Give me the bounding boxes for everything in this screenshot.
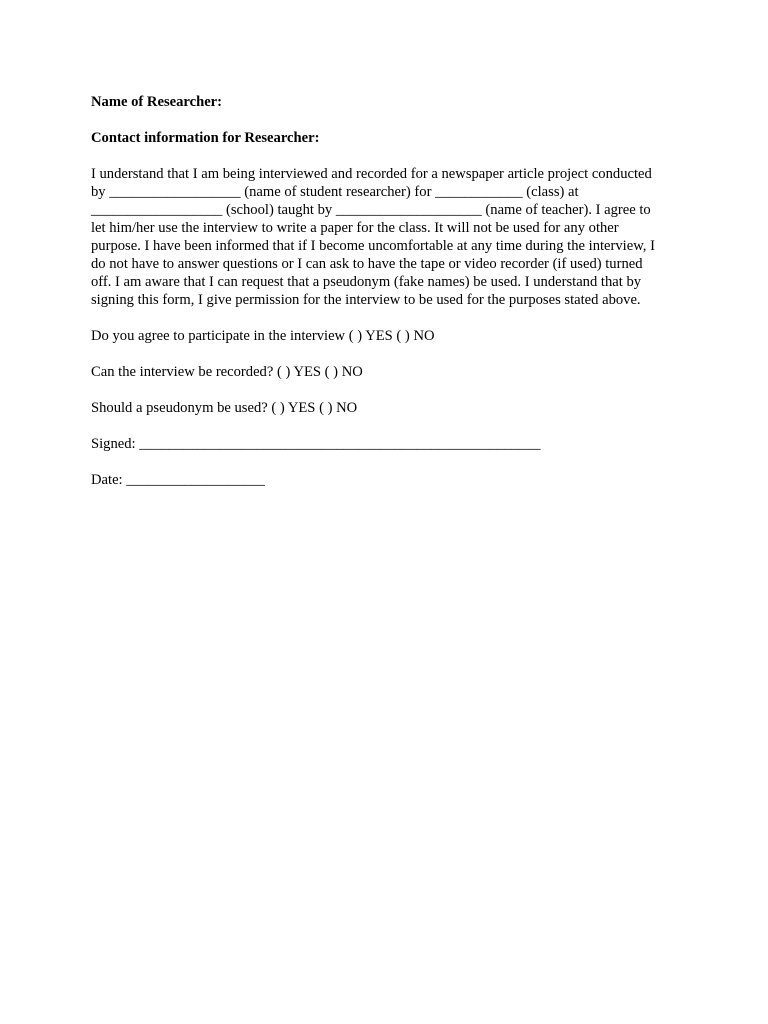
consent-line: off. I am aware that I can request that a pseudonym (fake names) be used. I understand that by — [91, 274, 642, 290]
consent-line: let him/her use the interview to write a paper for the class. It will not be used for any other — [91, 220, 619, 236]
consent-paragraph — [91, 165, 691, 309]
consent-line: do not have to answer questions or I can ask to have the tape or video recorder (if used) turned — [91, 256, 643, 272]
date-line: Date: ___________________ — [91, 472, 265, 488]
consent-line: I understand that I am being interviewed and recorded for a newspaper article project conducted — [91, 166, 652, 182]
consent-line: by __________________ (name of student researcher) for ____________ (class) at — [91, 184, 579, 200]
question-recorded: Can the interview be recorded? ( ) YES ( ) NO — [91, 364, 363, 380]
researcher-contact-label: Contact information for Researcher: — [91, 130, 320, 146]
consent-line: signing this form, I give permission for the interview to be used for the purposes stated above. — [91, 292, 641, 308]
question-pseudonym: Should a pseudonym be used? ( ) YES ( ) NO — [91, 400, 358, 416]
researcher-name-label: Name of Researcher: — [91, 94, 223, 110]
consent-form-page — [91, 93, 691, 507]
consent-line: purpose. I have been informed that if I become uncomfortable at any time during the interview, I — [91, 238, 655, 254]
signature-line: Signed: _______________________________________________________ — [91, 436, 541, 452]
consent-line: __________________ (school) taught by ____________________ (name of teacher). I agree to — [91, 202, 651, 218]
question-participate: Do you agree to participate in the interview ( ) YES ( ) NO — [91, 328, 435, 344]
